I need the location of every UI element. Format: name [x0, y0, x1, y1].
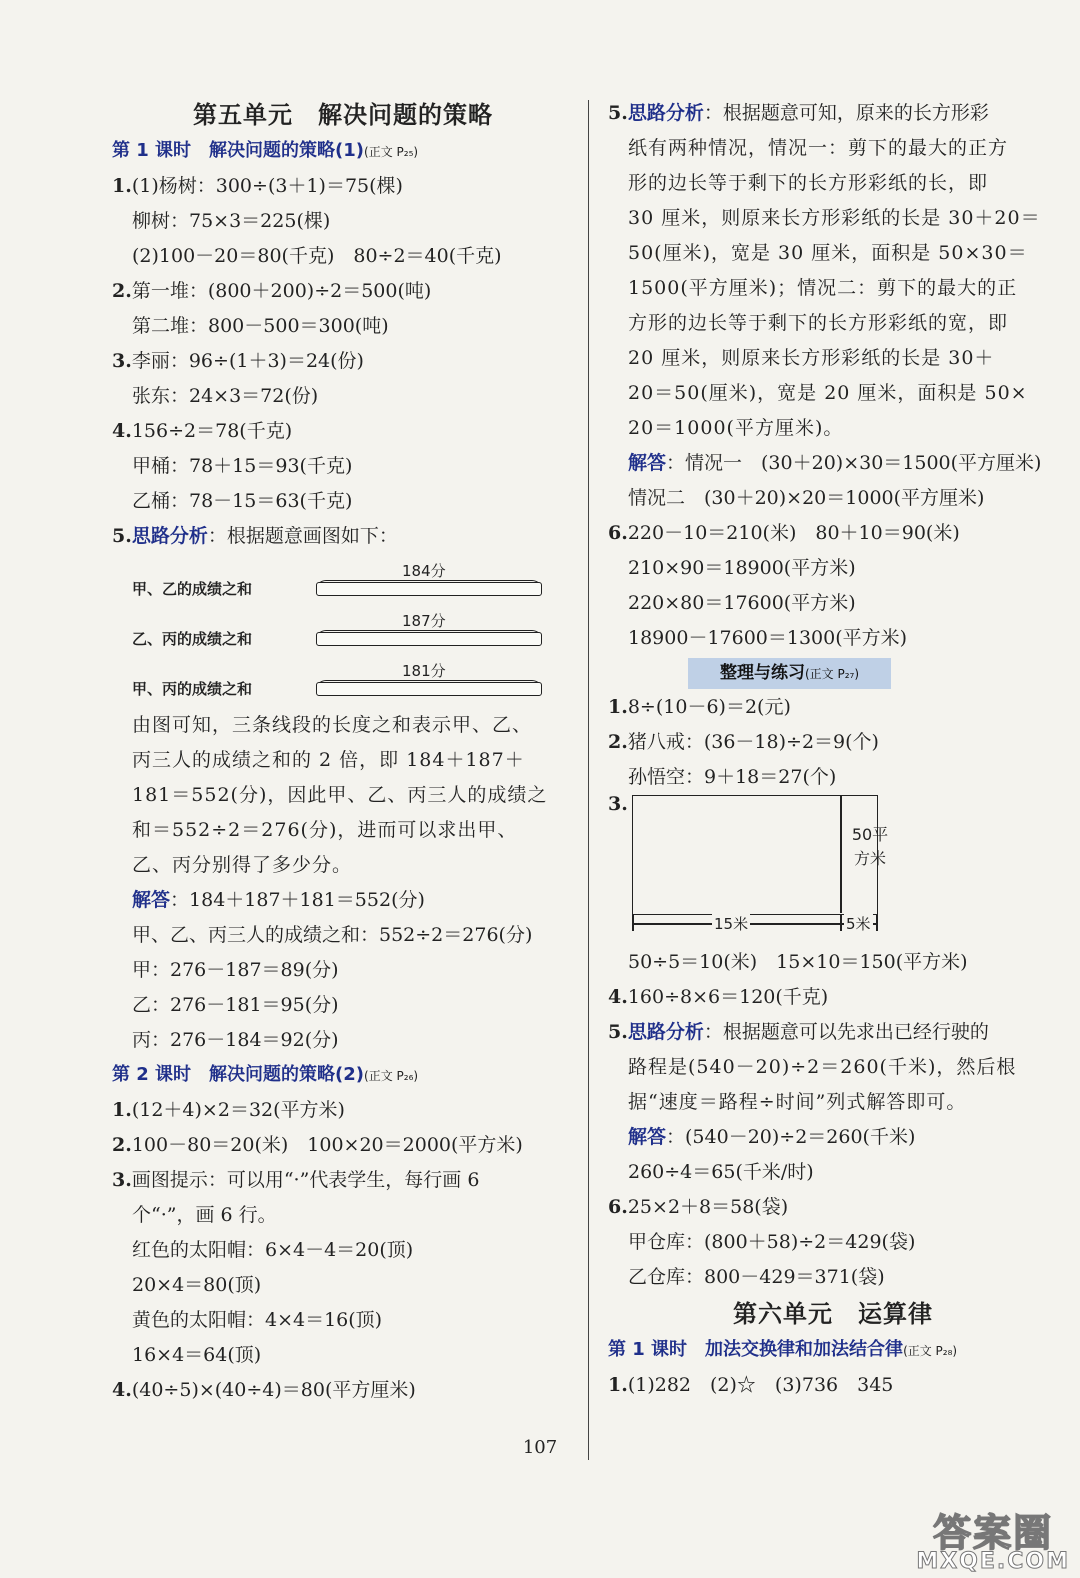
answer-line	[112, 1128, 574, 1163]
question-number: 3.	[112, 350, 132, 372]
answer-line	[608, 1015, 1058, 1050]
area-label	[844, 823, 896, 871]
question-number: 1.	[608, 1374, 628, 1396]
analysis-paragraph	[112, 708, 574, 883]
answer-line: 甲：276－187＝89(分)	[132, 959, 339, 981]
answer-line	[608, 1190, 1058, 1225]
paragraph-line: 丙三人的成绩之和的 2 倍，即 184＋187＋	[132, 749, 525, 771]
answer-line	[112, 169, 574, 204]
answer-line	[608, 725, 1058, 760]
analysis-label: 思路分析	[627, 1021, 704, 1043]
practice-title: 整理与练习	[720, 663, 805, 683]
answer-line	[608, 980, 1058, 1015]
analysis-paragraph	[608, 131, 1058, 446]
answer-line: 甲桶：78＋15＝93(千克)	[132, 455, 353, 477]
answer-line: 红色的太阳帽：6×4－4＝20(顶)	[132, 1239, 414, 1261]
dimension-tick	[876, 915, 878, 931]
answer-text: ：根据题意画图如下：	[207, 525, 398, 547]
answer-line: 个“·”，画 6 行。	[132, 1204, 277, 1226]
answer-line	[112, 1373, 574, 1408]
practice-ref: (正文 P₂₇)	[805, 667, 860, 681]
question-number: 5.	[112, 525, 132, 547]
answer-line	[112, 274, 574, 309]
rectangle-split-line	[840, 795, 842, 913]
answer-text: (12＋4)×2＝32(平方米)	[131, 1099, 345, 1121]
paragraph-line: 50(厘米)，宽是 30 厘米，面积是 50×30＝	[628, 242, 1028, 264]
answer-text: ：根据题意可以先求出已经行驶的	[703, 1021, 989, 1043]
answer-line	[112, 519, 574, 554]
question-number: 4.	[112, 420, 132, 442]
segment-bar	[316, 682, 542, 696]
answer-label: 解答	[628, 452, 667, 474]
lesson-title: 第 2 课时 解决问题的策略(2)	[112, 1064, 365, 1085]
answer-line: 乙：276－181＝95(分)	[132, 994, 339, 1016]
paragraph-line: 据“速度＝路程÷时间”列式解答即可。	[628, 1091, 967, 1113]
answer-text: 画图提示：可以用“·”代表学生，每行画 6	[131, 1169, 480, 1191]
practice-heading-row	[608, 656, 1058, 690]
practice-heading	[688, 658, 891, 689]
dimension-line	[632, 923, 876, 925]
answer-text: 8÷(10－6)＝2(元)	[627, 696, 791, 718]
unit-six-title: 第六单元 运算律	[733, 1300, 933, 1328]
answer-line	[608, 690, 1058, 725]
paragraph-line: 181＝552(分)，因此甲、乙、丙三人的成绩之	[132, 784, 548, 806]
answer-line: 20×4＝80(顶)	[132, 1274, 262, 1296]
question-number: 2.	[112, 1134, 132, 1156]
lesson-ref: (正文 P₂₆)	[364, 1069, 419, 1083]
unit-six-lesson-1-heading	[608, 1333, 1058, 1368]
column-divider	[588, 100, 589, 1460]
dimension-label: 5米	[846, 915, 871, 933]
segment-diagram	[132, 558, 574, 708]
segment-bar	[316, 632, 542, 646]
question-number: 1.	[112, 1099, 132, 1121]
segment-label: 乙、丙的成绩之和	[132, 630, 253, 648]
answer-line	[112, 883, 574, 918]
question-number: 4.	[112, 1379, 132, 1401]
answer-line	[112, 1093, 574, 1128]
answer-line: 柳树：75×3＝225(棵)	[132, 210, 331, 232]
answer-text: ：184＋187＋181＝552(分)	[170, 889, 425, 911]
question-number: 1.	[608, 696, 628, 718]
answer-text: 猪八戒：(36－18)÷2＝9(个)	[627, 731, 879, 753]
question-number: 6.	[608, 522, 628, 544]
rectangle-diagram	[608, 795, 1058, 945]
answer-text: (40÷5)×(40÷4)＝80(平方厘米)	[131, 1379, 416, 1401]
answer-text: ：根据题意可知，原来的长方形彩	[703, 102, 989, 124]
answer-line	[112, 344, 574, 379]
answer-text: 25×2＋8＝58(袋)	[627, 1196, 789, 1218]
answer-line: 乙桶：78－15＝63(千克)	[132, 490, 353, 512]
watermark-sub: MXQE.COM	[916, 1549, 1070, 1574]
answer-line: 260÷4＝65(千米/时)	[628, 1161, 814, 1183]
answer-line: 50÷5＝10(米) 15×10＝150(平方米)	[628, 951, 968, 973]
answer-line: 甲仓库：(800＋58)÷2＝429(袋)	[628, 1231, 916, 1253]
right-column	[608, 96, 1058, 1403]
answer-line	[608, 1368, 1058, 1403]
answer-line: 16×4＝64(顶)	[132, 1344, 262, 1366]
answer-line: 张东：24×3＝72(份)	[132, 385, 319, 407]
answer-label: 解答	[628, 1126, 667, 1148]
paragraph-line: 形的边长等于剩下的长方形彩纸的长，即	[628, 172, 989, 194]
lesson-title: 第 1 课时 解决问题的策略(1)	[112, 140, 365, 161]
answer-line	[608, 1120, 1058, 1155]
question-number: 4.	[608, 986, 628, 1008]
segment-label: 甲、乙的成绩之和	[132, 580, 253, 598]
answer-text: 李丽：96÷(1＋3)＝24(份)	[131, 350, 364, 372]
answer-text: ：情况一 (30＋20)×30＝1500(平方厘米)	[666, 452, 1042, 474]
answer-line: 黄色的太阳帽：4×4＝16(顶)	[132, 1309, 383, 1331]
answer-line	[608, 516, 1058, 551]
question-number: 3.	[112, 1169, 132, 1191]
question-number: 2.	[608, 731, 628, 753]
paragraph-line: 20 厘米，则原来长方形彩纸的长是 30＋	[628, 347, 995, 369]
area-label-line: 50平	[851, 825, 889, 844]
answer-line	[112, 1163, 574, 1198]
answer-line	[112, 414, 574, 449]
segment-value: 187分	[402, 612, 446, 630]
area-label-line: 方米	[853, 849, 886, 868]
unit-five-title: 第五单元 解决问题的策略	[193, 101, 493, 129]
paragraph-line: 纸有两种情况，情况一：剪下的最大的正方	[628, 137, 1009, 159]
question-number: 5.	[608, 1021, 628, 1043]
paragraph-line: 20＝50(厘米)，宽是 20 厘米，面积是 50×	[628, 382, 1028, 404]
paragraph-line: 1500(平方厘米)；情况二：剪下的最大的正	[628, 277, 1018, 299]
analysis-paragraph	[608, 1050, 1058, 1120]
watermark-main: 答案圈	[933, 1511, 1054, 1555]
paragraph-line: 方形的边长等于剩下的长方形彩纸的宽，即	[628, 312, 1009, 334]
paragraph-line: 30 厘米，则原来长方形彩纸的长是 30＋20＝	[628, 207, 1041, 229]
paragraph-line: 由图可知，三条线段的长度之和表示甲、乙、	[132, 714, 533, 736]
paragraph-line: 路程是(540－20)÷2＝260(千米)，然后根	[628, 1056, 1017, 1078]
question-number: 3.	[608, 793, 628, 815]
answer-label: 解答	[132, 889, 171, 911]
answer-text: 160÷8×6＝120(千克)	[627, 986, 829, 1008]
answer-text: ：(540－20)÷2＝260(千米)	[666, 1126, 916, 1148]
question-number: 5.	[608, 102, 628, 124]
answer-text: 220－10＝210(米) 80＋10＝90(米)	[627, 522, 960, 544]
answer-line: (2)100－20＝80(千克) 80÷2＝40(千克)	[132, 245, 502, 267]
question-number: 2.	[112, 280, 132, 302]
page-number: 107	[522, 1437, 558, 1458]
answer-line: 第二堆：800－500＝300(吨)	[132, 315, 389, 337]
answer-line	[608, 446, 1058, 481]
question-number: 1.	[112, 175, 132, 197]
analysis-label: 思路分析	[131, 525, 208, 547]
answer-line: 220×80＝17600(平方米)	[628, 592, 856, 614]
answer-text: 第一堆：(800＋200)÷2＝500(吨)	[131, 280, 432, 302]
answer-line: 丙：276－184＝92(分)	[132, 1029, 339, 1051]
answer-text: 100－80＝20(米) 100×20＝2000(平方米)	[131, 1134, 523, 1156]
answer-line	[608, 96, 1058, 131]
answer-text: (1)杨树：300÷(3＋1)＝75(棵)	[131, 175, 403, 197]
answer-line: 甲、乙、丙三人的成绩之和：552÷2＝276(分)	[132, 924, 533, 946]
segment-value: 184分	[402, 562, 446, 580]
answer-text: (1)282 (2)☆ (3)736 345	[627, 1374, 894, 1396]
question-number: 6.	[608, 1196, 628, 1218]
answer-line: 情况二 (30＋20)×20＝1000(平方厘米)	[628, 487, 985, 509]
segment-bar	[316, 582, 542, 596]
answer-text: 156÷2＝78(千克)	[131, 420, 293, 442]
site-watermark	[916, 1502, 1070, 1574]
paragraph-line: 乙、丙分别得了多少分。	[132, 854, 353, 876]
dimension-label: 15米	[714, 915, 749, 933]
answer-line: 210×90＝18900(平方米)	[628, 557, 856, 579]
lesson-1-heading	[112, 134, 574, 169]
lesson-ref: (正文 P₂₈)	[903, 1344, 958, 1358]
lesson-title: 第 1 课时 加法交换律和加法结合律	[608, 1339, 904, 1360]
paragraph-line: 和＝552÷2＝276(分)，进而可以求出甲、	[132, 819, 518, 841]
left-column	[112, 96, 574, 1408]
segment-value: 181分	[402, 662, 446, 680]
answer-line: 乙仓库：800－429＝371(袋)	[628, 1266, 885, 1288]
segment-label: 甲、丙的成绩之和	[132, 680, 253, 698]
analysis-label: 思路分析	[627, 102, 704, 124]
answer-line: 18900－17600＝1300(平方米)	[628, 627, 908, 649]
lesson-ref: (正文 P₂₅)	[364, 145, 419, 159]
paragraph-line: 20＝1000(平方厘米)。	[628, 417, 844, 439]
lesson-2-heading	[112, 1058, 574, 1093]
answer-line: 孙悟空：9＋18＝27(个)	[628, 766, 837, 788]
